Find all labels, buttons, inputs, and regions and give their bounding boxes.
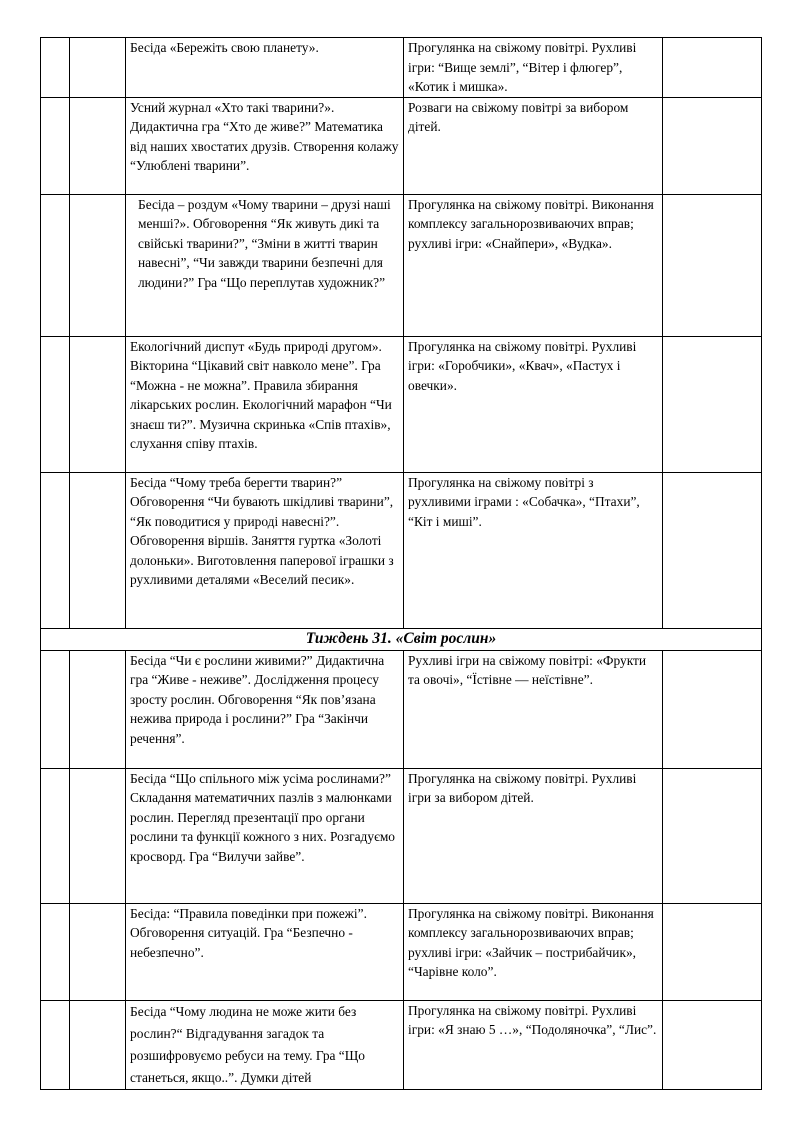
- activity-text: Бесіда “Що спільного між усіма рослинами?” Складання математичних пазлів з малюнками рослин. Перегляд презентації про органи рослини та функції кожного з них. Розгадуємо кросворд. Гра “Вилучи зайве”.: [130, 770, 395, 864]
- activity-cell: [126, 903, 404, 1000]
- notes-cell: [663, 903, 762, 1000]
- table-row: [41, 38, 762, 98]
- number-cell: [41, 336, 70, 472]
- notes-cell: [663, 1000, 762, 1089]
- activity-cell: [126, 97, 404, 194]
- number-cell: [41, 768, 70, 903]
- notes-cell: [663, 38, 762, 98]
- table-row: [41, 194, 762, 336]
- walk-cell: [404, 650, 663, 768]
- date-cell: [70, 336, 126, 472]
- walk-text: Прогулянка на свіжому повітрі. Рухливі ігри: «Я знаю 5 …», “Подоляночка”, “Лис”.: [408, 1002, 657, 1037]
- walk-text: Рухливі ігри на свіжому повітрі: «Фрукти та овочі», “Їстівне — неїстівне”.: [408, 652, 647, 687]
- walk-text: Прогулянка на свіжому повітрі. Рухливі ігри: «Горобчики», «Квач», «Пастух і овечки».: [408, 338, 637, 393]
- walk-text: Прогулянка на свіжому повітрі. Рухливі ігри за вибором дітей.: [408, 770, 637, 805]
- notes-cell: [663, 768, 762, 903]
- walk-cell: [404, 336, 663, 472]
- number-cell: [41, 38, 70, 98]
- table-row: [41, 1000, 762, 1089]
- activity-text: Бесіда – роздум «Чому тварини – друзі наші менші?». Обговорення “Як живуть дикі та свійські тварини?”, “Зміни в житті тварин навесні”, “Чи завжди тварини безпечні для людини?” Гра “Що переплутав художник?”: [138, 196, 391, 290]
- notes-cell: [663, 472, 762, 628]
- activity-cell: [126, 38, 404, 98]
- notes-cell: [663, 194, 762, 336]
- week-header: Тиждень 31. «Світ рослин»: [41, 628, 762, 650]
- table-row: [41, 650, 762, 768]
- activity-text: Усний журнал «Хто такі тварини?». Дидактична гра “Хто де живе?” Математика від наших хвостатих друзів. Створення колажу “Улюблені тварини”.: [130, 99, 399, 173]
- number-cell: [41, 97, 70, 194]
- week-header-row: [41, 628, 762, 650]
- notes-cell: [663, 97, 762, 194]
- date-cell: [70, 194, 126, 336]
- activity-cell: [126, 650, 404, 768]
- walk-text: Прогулянка на свіжому повітрі з рухливими іграми : «Собачка», “Птахи”, “Кіт і миші”.: [408, 474, 640, 529]
- walk-cell: [404, 97, 663, 194]
- activity-cell: [126, 472, 404, 628]
- table-row: [41, 336, 762, 472]
- activity-cell: [126, 1000, 404, 1089]
- activity-text: Бесіда “Чому людина не може жити без рослин?“ Відгадування загадок та розшифровуємо ребуси на тему. Гра “Що станеться, якщо..”. Думки дітей: [130, 1003, 365, 1085]
- table-row: [41, 97, 762, 194]
- walk-text: Прогулянка на свіжому повітрі. Виконання комплексу загальнорозвиваючих вправ; рухливі ігри: «Зайчик – пострибайчик», “Чарівне коло”.: [408, 905, 654, 979]
- walk-cell: [404, 1000, 663, 1089]
- activity-cell: [126, 194, 404, 336]
- activity-text: Екологічний диспут «Будь природі другом». Вікторина “Цікавий світ навколо мене”. Гра “Можна - не можна”. Правила збирання лікарських рослин. Екологічний марафон “Чи знаєш ти?”. Музична скринька «Спів птахів», слухання співу птахів.: [130, 338, 392, 451]
- table-row: [41, 472, 762, 628]
- walk-text: Прогулянка на свіжому повітрі. Рухливі ігри: “Вище землі”, “Вітер і флюгер”, «Котик і мишка».: [408, 40, 637, 94]
- activity-text: Бесіда: “Правила поведінки при пожежі”. Обговорення ситуацій. Гра “Безпечно - небезпечно”.: [130, 905, 367, 960]
- activity-text: Бесіда “Чому треба берегти тварин?” Обговорення “Чи бувають шкідливі тварини”, “Як поводитися у природі навесні?”. Обговорення віршів. Заняття гуртка «Золоті долоньки». Виготовлення паперової іграшки з рухливими деталями «Веселий песик».: [130, 474, 394, 587]
- plan-table: [40, 37, 762, 1090]
- table-row: [41, 768, 762, 903]
- number-cell: [41, 903, 70, 1000]
- walk-text: Розваги на свіжому повітрі за вибором дітей.: [408, 99, 629, 134]
- table-row: [41, 903, 762, 1000]
- date-cell: [70, 903, 126, 1000]
- date-cell: [70, 97, 126, 194]
- activity-text: Бесіда «Бережіть свою планету».: [130, 40, 319, 55]
- activity-cell: [126, 336, 404, 472]
- number-cell: [41, 194, 70, 336]
- notes-cell: [663, 650, 762, 768]
- walk-cell: [404, 472, 663, 628]
- date-cell: [70, 38, 126, 98]
- walk-text: Прогулянка на свіжому повітрі. Виконання комплексу загальнорозвиваючих вправ; рухливі ігри: «Снайпери», «Вудка».: [408, 196, 654, 251]
- walk-cell: [404, 903, 663, 1000]
- walk-cell: [404, 194, 663, 336]
- activity-text: Бесіда “Чи є рослини живими?” Дидактична гра “Живе - неживе”. Дослідження процесу зросту рослин. Обговорення “Як пов’язана нежива природа і рослини?” Гра “Закінчи речення”.: [130, 652, 385, 746]
- number-cell: [41, 650, 70, 768]
- walk-cell: [404, 768, 663, 903]
- notes-cell: [663, 336, 762, 472]
- date-cell: [70, 650, 126, 768]
- date-cell: [70, 472, 126, 628]
- walk-cell: [404, 38, 663, 98]
- number-cell: [41, 1000, 70, 1089]
- date-cell: [70, 1000, 126, 1089]
- date-cell: [70, 768, 126, 903]
- number-cell: [41, 472, 70, 628]
- activity-cell: [126, 768, 404, 903]
